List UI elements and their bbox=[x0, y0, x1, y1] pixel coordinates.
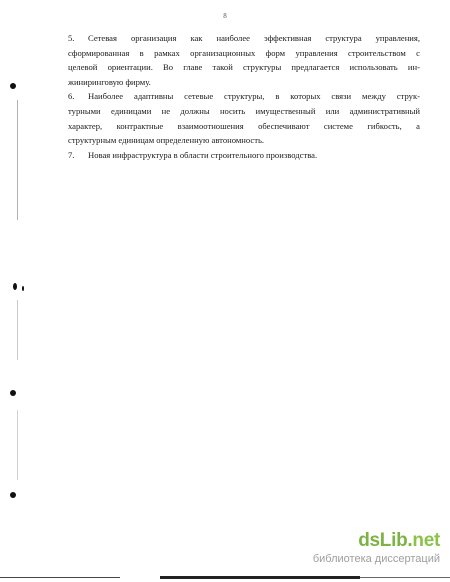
page-number: 8 bbox=[223, 12, 227, 20]
item-number: 5. bbox=[68, 33, 75, 43]
item-line: структурным единицам определенную автономность. bbox=[68, 135, 265, 146]
watermark bbox=[313, 530, 440, 565]
list-item-7 bbox=[68, 148, 420, 163]
item-line: сформированная в рамках организационных форм управления строительством с bbox=[68, 47, 420, 58]
item-line: Наиболее адаптивны сетевые структуры, в которых связи между струк- bbox=[88, 91, 420, 102]
scan-speck bbox=[10, 390, 16, 396]
scan-speck bbox=[10, 83, 16, 89]
list-item-6 bbox=[68, 89, 420, 147]
scan-margin-line bbox=[17, 100, 18, 220]
scan-speck bbox=[13, 283, 17, 290]
scan-margin-line bbox=[17, 300, 18, 360]
scan-speck bbox=[10, 492, 16, 498]
list-item-5 bbox=[68, 31, 420, 89]
item-line: целевой ориентации. Во главе такой структуры предлагается использовать ин- bbox=[68, 62, 420, 73]
item-line: характер, контрактные взаимоотношения обеспечивают системе гибкость, а bbox=[68, 120, 420, 131]
item-number: 7. bbox=[68, 149, 75, 160]
document-body bbox=[68, 31, 420, 162]
scan-bottom-edge bbox=[0, 574, 450, 580]
item-line: турными единицами не должны носить имущественный или административный bbox=[68, 105, 420, 116]
item-line: Сетевая организация как наиболее эффективная структура управления, bbox=[88, 33, 420, 43]
watermark-subtitle: библиотека диссертаций bbox=[312, 553, 440, 565]
item-line: жиниринговую фирму. bbox=[68, 76, 151, 87]
watermark-logo: dsLib.net bbox=[358, 530, 440, 551]
item-line: Новая инфраструктура в области строительного производства. bbox=[88, 149, 318, 160]
item-number: 6. bbox=[68, 91, 75, 102]
scan-speck bbox=[22, 286, 24, 291]
scan-margin-line bbox=[17, 410, 18, 480]
